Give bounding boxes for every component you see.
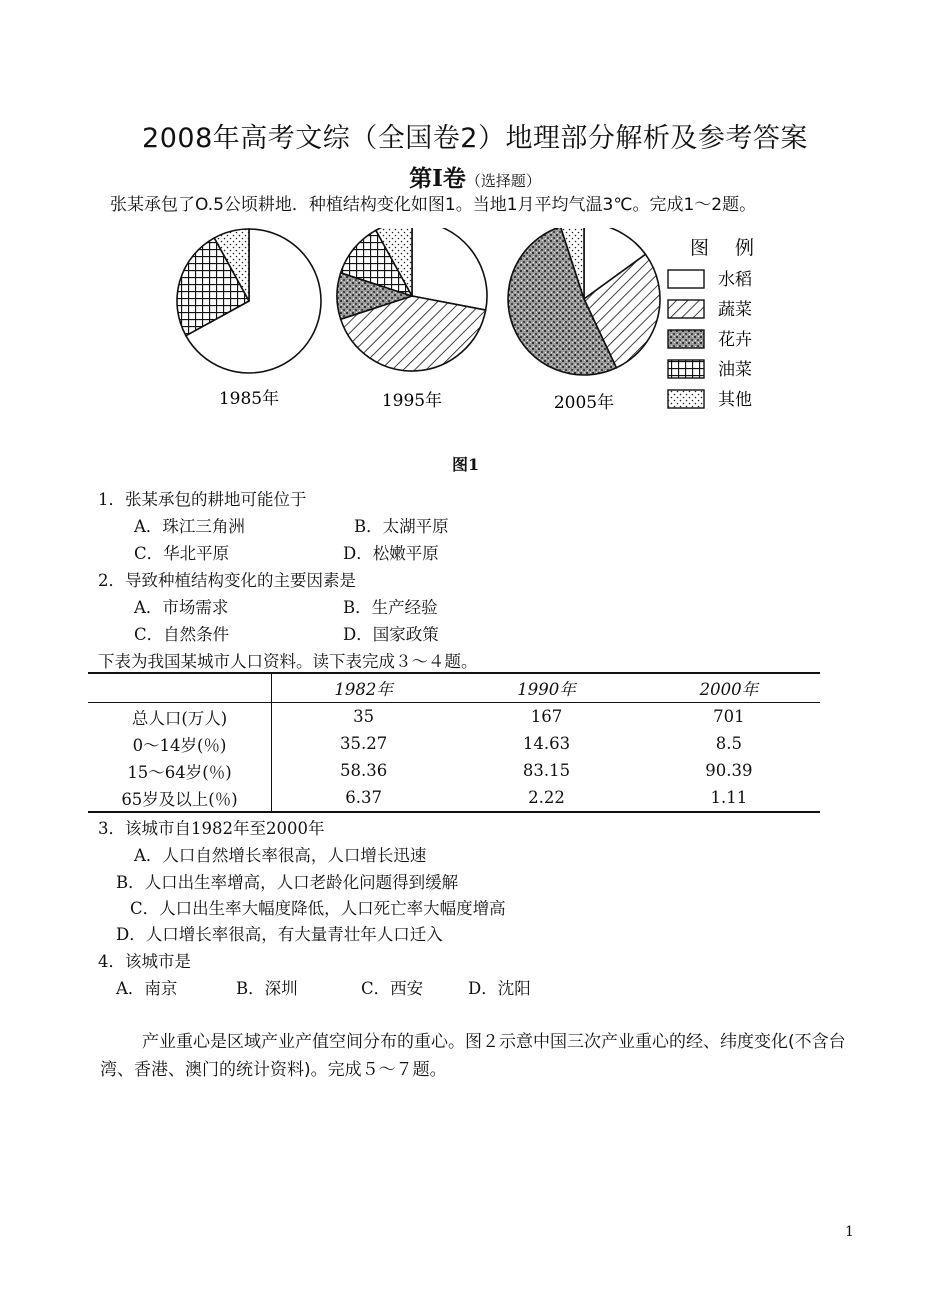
q1-option-b: B．太湖平原 [354, 517, 449, 536]
legend-swatch-vegetable [668, 300, 704, 318]
q1-option-a: A．珠江三角洲 [134, 517, 245, 536]
q2-option-c: C．自然条件 [134, 625, 230, 644]
table-cell: 35.27 [340, 734, 388, 753]
q4-option-d: D．沈阳 [468, 979, 531, 998]
pie-charts-figure [160, 228, 800, 448]
intro-text: 张某承包了O.5公顷耕地．种植结构变化如图1。当地1月平均气温3℃。完成1～2题。 [110, 195, 757, 215]
table-cell: 2.22 [528, 788, 565, 807]
table-cell: 1.11 [710, 788, 748, 807]
q4-stem: 4．该城市是 [98, 952, 191, 971]
table-cell: 167 [530, 707, 563, 726]
q1-stem: 1．张某承包的耕地可能位于 [98, 490, 307, 509]
table-row [88, 757, 820, 784]
table-header-cell: 2000年 [699, 680, 759, 699]
q3-option-b: B．人口出生率增高，人口老龄化问题得到缓解 [116, 873, 459, 892]
table-header-cell: 1982年 [334, 680, 393, 699]
figure-caption: 图1 [452, 455, 480, 474]
pie-label-2005: 2005年 [553, 393, 615, 413]
table-cell: 90.39 [705, 761, 753, 780]
table-header-cell: 1990年 [517, 680, 576, 699]
legend-label-rice: 水稻 [718, 270, 752, 290]
table-cell: 35 [353, 707, 375, 726]
table-cell: 65岁及以上(％) [88, 784, 272, 812]
q3-option-d: D．人口增长率很高，有大量青壮年人口迁入 [116, 925, 443, 944]
q4-option-b: B．深圳 [236, 979, 298, 998]
legend-label-rape: 油菜 [718, 360, 752, 380]
legend-label-flower: 花卉 [718, 330, 752, 350]
q2-option-b: B．生产经验 [343, 598, 438, 617]
q1-option-d: D．松嫩平原 [343, 544, 439, 563]
table-cell: 总人口(万人) [88, 703, 272, 731]
legend-swatch-rice [668, 270, 704, 288]
legend-label-other: 其他 [718, 390, 752, 410]
q3-option-c: C．人口出生率大幅度降低，人口死亡率大幅度增高 [130, 899, 506, 918]
legend [668, 270, 752, 410]
legend-swatch-other [668, 390, 704, 408]
pies-group [177, 228, 660, 375]
pie-label-1995: 1995年 [381, 391, 443, 411]
q2-option-d: D．国家政策 [343, 625, 439, 644]
legend-label-vegetable: 蔬菜 [718, 300, 752, 320]
q3-stem: 3．该城市自1982年至2000年 [98, 819, 325, 838]
q2-option-a: A．市场需求 [134, 598, 229, 617]
table-cell: 6.37 [345, 788, 383, 807]
table-cell: 15～64岁(％) [88, 757, 272, 784]
q1-option-c: C．华北平原 [134, 544, 230, 563]
table-cell: 8.5 [715, 734, 742, 753]
q3-option-a: A．人口自然增长率很高，人口增长迅速 [134, 846, 427, 865]
pie-label-1985: 1985年 [218, 389, 280, 409]
population-table [88, 672, 820, 813]
section-heading [0, 160, 950, 193]
document-title: 2008年高考文综（全国卷2）地理部分解析及参考答案 [142, 123, 808, 154]
section-note: （选择题） [465, 172, 541, 190]
legend-title: 图 例 [690, 237, 765, 259]
table-cell: 58.36 [340, 761, 388, 780]
table-cell: 83.15 [522, 761, 571, 780]
table-row [88, 703, 820, 731]
table-row [88, 730, 820, 757]
legend-swatch-flower [668, 330, 704, 348]
q4-option-a: A．南京 [116, 979, 178, 998]
table-cell: 0～14岁(％) [88, 730, 272, 757]
page-number: 1 [845, 1224, 854, 1240]
table-cell: 701 [713, 707, 745, 726]
table-cell: 14.63 [522, 734, 571, 753]
legend-swatch-rape [668, 360, 704, 378]
section-label: 第Ⅰ卷 [409, 165, 466, 192]
table-header-row [88, 673, 820, 703]
table-header-cell [88, 673, 272, 703]
table-intro: 下表为我国某城市人口资料。读下表完成３～４题。 [98, 652, 478, 671]
q4-option-c: C．西安 [361, 979, 424, 998]
industry-paragraph: 产业重心是区域产业产值空间分布的重心。图２示意中国三次产业重心的经、纬度变化(不含台湾、香港、澳门的统计资料)。完成５～７题。 [100, 1032, 846, 1080]
q2-stem: 2．导致种植结构变化的主要因素是 [98, 571, 356, 590]
table-row [88, 784, 820, 812]
